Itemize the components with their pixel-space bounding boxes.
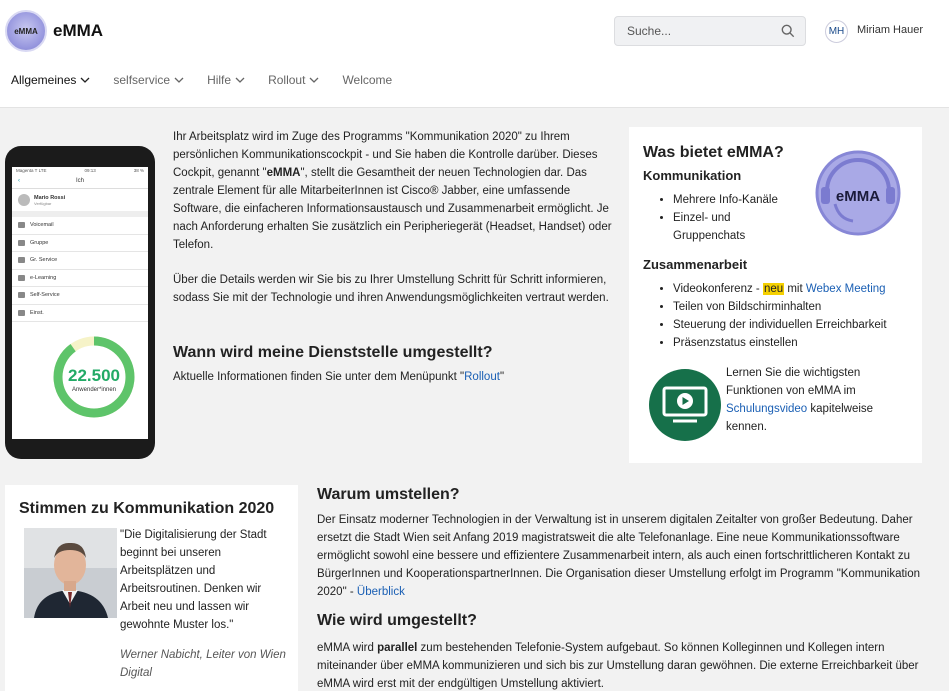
wie-heading: Wie wird umgestellt? bbox=[317, 612, 477, 629]
video-prefix: Videokonferenz - bbox=[673, 283, 763, 295]
dienst-text-b: " bbox=[499, 371, 505, 383]
phone-profile-status: Verfügbar bbox=[34, 200, 52, 206]
back-chevron-icon: ‹ bbox=[18, 178, 20, 184]
brand-title[interactable]: eMMA bbox=[53, 21, 104, 40]
voicemail-icon bbox=[18, 222, 25, 228]
list-item: • Teilen von Bildschirminhalten bbox=[673, 298, 919, 316]
nav-label: Hilfe bbox=[207, 73, 232, 87]
person-icon bbox=[18, 292, 25, 298]
phone-battery: 38 % bbox=[133, 168, 144, 173]
chevron-down-icon bbox=[174, 76, 184, 84]
phone-menu-label: Gruppe bbox=[30, 239, 49, 246]
warum-text bbox=[317, 511, 927, 601]
phone-menu-item bbox=[12, 270, 148, 288]
intro-text-b: ", stellt die Gesamtheit der neuen Technologien dar. Das zentrale Element für alle MitarbeiterInnen ist Cisco® Jabber, eine umfassende Software, die einfacheren Informationsaustausch und Zusammenarbeit ermöglicht. Je nach Anforderung erhalten Sie zusätzlich ein Peripheriegerät (Headset, Handset) oder Telefon. bbox=[173, 167, 612, 251]
nav-item-allgemeines[interactable] bbox=[11, 73, 90, 87]
wie-bold: parallel bbox=[377, 642, 418, 654]
search-icon[interactable] bbox=[781, 24, 795, 38]
intro-bold: eMMA bbox=[266, 167, 301, 179]
nav-label: Welcome bbox=[342, 73, 393, 87]
list-item: • Einzel- und Gruppenchats bbox=[673, 209, 799, 245]
rollout-link[interactable]: Rollout bbox=[464, 371, 500, 383]
emma-features-card bbox=[629, 127, 922, 463]
globe-icon bbox=[18, 275, 25, 281]
quote-author: Werner Nabicht, Leiter von Wien Digital bbox=[120, 649, 286, 679]
phone-title: Ich bbox=[75, 178, 84, 184]
wie-text-a: eMMA wird bbox=[317, 642, 378, 654]
phone-title-bar bbox=[12, 175, 148, 189]
list-item bbox=[673, 280, 919, 298]
phone-menu-item bbox=[12, 252, 148, 270]
nav-label: selfservice bbox=[113, 73, 171, 87]
learn-text-a: Lernen Sie die wichtigsten Funktionen von eMMA im bbox=[726, 367, 861, 397]
phone-menu-item bbox=[12, 217, 148, 235]
phone-menu-label: Gr. Service bbox=[30, 257, 58, 264]
kommunikation-list bbox=[659, 191, 799, 245]
zusammenarbeit-heading: Zusammenarbeit bbox=[643, 257, 748, 272]
emma-headset-logo bbox=[811, 147, 905, 239]
phone-profile-name: Mario Rossi bbox=[34, 194, 66, 201]
group-icon bbox=[18, 240, 25, 246]
header bbox=[0, 0, 949, 108]
dienststelle-heading: Wann wird meine Dienststelle umgestellt? bbox=[173, 344, 493, 361]
emma-logo[interactable] bbox=[5, 10, 47, 52]
quote-text: "Die Digitalisierung der Stadt beginnt bei unseren Arbeitsplätzen und Arbeitsroutinen. Denken wir Arbeit neu und lassen wir gewohnte Muster los." bbox=[120, 529, 267, 631]
logo-text: eMMA bbox=[14, 26, 38, 36]
phone-menu-label: e-Learning bbox=[30, 274, 57, 281]
nav-label: Rollout bbox=[268, 73, 306, 87]
phone-menu-label: Einst. bbox=[30, 309, 44, 316]
schulungsvideo-link[interactable]: Schulungsvideo bbox=[726, 403, 808, 415]
emma-logo-text: eMMA bbox=[835, 188, 881, 205]
intro-text-a: Ihr Arbeitsplatz wird im Zuge des Programms "Kommunikation 2020" zu Ihrem persönlichen Kommunikationscockpit - und Sie haben die Kontrolle darüber. Dieses Cockpit, genannt " bbox=[173, 131, 598, 179]
list-item: • Mehrere Info-Kanäle bbox=[673, 191, 799, 209]
chevron-down-icon bbox=[235, 76, 245, 84]
video-tutorial-icon[interactable] bbox=[649, 369, 721, 441]
intro-paragraph-1 bbox=[173, 128, 613, 254]
gauge-number: 22.500 bbox=[68, 366, 120, 385]
phone-time: 09:13 bbox=[84, 168, 96, 173]
phone-menu-label: Voicemail bbox=[30, 222, 54, 229]
service-icon bbox=[18, 257, 25, 263]
search-input[interactable] bbox=[615, 17, 775, 45]
nav-item-welcome[interactable] bbox=[342, 73, 392, 87]
gauge-label: Anwender*innen bbox=[71, 387, 117, 393]
list-item: • Präsenzstatus einstellen bbox=[673, 334, 919, 352]
username[interactable]: Miriam Hauer bbox=[857, 24, 924, 36]
nav-label: Allgemeines bbox=[11, 73, 77, 87]
wie-text bbox=[317, 639, 927, 691]
phone-profile bbox=[12, 189, 148, 217]
ueberblick-link[interactable]: Überblick bbox=[356, 586, 405, 598]
portrait-photo bbox=[24, 528, 117, 618]
chevron-down-icon bbox=[309, 76, 319, 84]
phone-menu-item bbox=[12, 305, 148, 323]
warum-heading: Warum umstellen? bbox=[317, 486, 460, 503]
nav-item-rollout[interactable] bbox=[268, 73, 319, 87]
portrait-illustration bbox=[24, 528, 117, 618]
avatar[interactable]: MH bbox=[825, 20, 848, 43]
nav-item-hilfe[interactable] bbox=[207, 73, 245, 87]
kommunikation-heading: Kommunikation bbox=[643, 168, 742, 183]
warum-body: Der Einsatz moderner Technologien in der Verwaltung ist in unserem digitalen Zeitalter von großer Bedeutung. Daher ersetzt die Stadt Wien seit Anfang 2019 magistratsweit die alte Telefonanlage. Eine neue Kommunikationssoftware ermöglicht sowohl eine bessere und effizientere Zusammenarbeit intern, als auch einen fortschrittlicheren Kontakt zu BürgerInnen und KooperationspartnerInnen. Die Organisation dieser Umstellung erfolgt im Programm "Kommunikation 2020" - bbox=[317, 514, 921, 598]
new-badge: neu bbox=[763, 283, 784, 295]
main-nav bbox=[11, 73, 415, 87]
chevron-down-icon bbox=[80, 76, 90, 84]
intro-paragraph-2: Über die Details werden wir Sie bis zu Ihrer Umstellung Schritt für Schritt informieren, sodass Sie mit der Technologie und ihren Anwendungsmöglichkeiten vertraut werden. bbox=[173, 274, 609, 304]
zusammenarbeit-list bbox=[659, 280, 919, 352]
phone-carrier: Magenta T LTE bbox=[16, 168, 47, 173]
phone-menu-item bbox=[12, 287, 148, 305]
wie-text-b: zum bestehenden Telefonie-System aufgebaut. So können Kolleginnen und Kollegen intern miteinander über eMMA kommunizieren und sich bis zur Umstellung daran gewöhnen. Die externe Erreichbarkeit über eMMA wird erst mit der endgültigen Umstellung aktiviert. bbox=[317, 642, 919, 690]
emma-card-title: Was bietet eMMA? bbox=[643, 144, 784, 161]
phone-profile-pic bbox=[18, 194, 30, 206]
video-mid: mit bbox=[784, 283, 806, 295]
phone-menu-item bbox=[12, 235, 148, 253]
list-item: • Steuerung der individuellen Erreichbarkeit bbox=[673, 316, 919, 334]
monitor-play-icon bbox=[649, 369, 721, 441]
dienst-text-a: Aktuelle Informationen finden Sie unter dem Menüpunkt " bbox=[173, 371, 465, 383]
phone-menu-label: Self-Service bbox=[30, 292, 60, 299]
quote-card bbox=[5, 485, 298, 691]
phone-status-bar bbox=[12, 167, 148, 175]
learn-text-b: kapitelweise kennen. bbox=[726, 403, 874, 433]
video-tutorial-text bbox=[726, 364, 912, 436]
search-box bbox=[614, 16, 806, 46]
webex-link[interactable]: Webex Meeting bbox=[805, 283, 886, 295]
nav-item-selfservice[interactable] bbox=[113, 73, 184, 87]
dienststelle-text bbox=[173, 371, 504, 383]
gear-icon bbox=[18, 310, 25, 316]
quote-card-title: Stimmen zu Kommunikation 2020 bbox=[19, 500, 275, 517]
intro-text bbox=[173, 128, 613, 324]
